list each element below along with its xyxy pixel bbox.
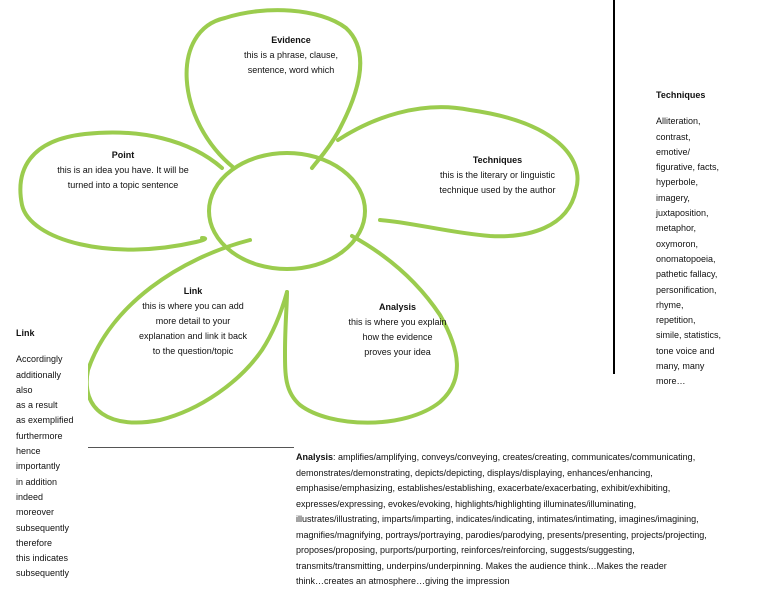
technique-item: juxtaposition, — [656, 208, 709, 219]
link-item: in addition — [16, 476, 58, 487]
petal-point-line: this is an idea you have. It will be — [57, 165, 189, 175]
link-item: hence — [16, 446, 41, 457]
petal-link-line: to the question/topic — [152, 346, 234, 356]
analysis-word-bank — [296, 450, 764, 590]
technique-item: oxymoron, — [656, 238, 699, 249]
petal-point-line: turned into a topic sentence — [67, 180, 179, 190]
analysis-line: think…creates an atmosphere…giving the impression — [296, 576, 510, 586]
petal-techniques-title: Techniques — [472, 155, 523, 165]
techniques-panel — [656, 88, 766, 390]
petal-link-title: Link — [183, 286, 203, 296]
link-item: subsequently — [16, 522, 70, 533]
technique-item: imagery, — [656, 192, 690, 203]
petal-evidence-line: sentence, word which — [247, 65, 335, 75]
technique-item: figurative, facts, — [656, 162, 720, 173]
link-item: therefore — [16, 537, 53, 548]
analysis-line-text: : amplifies/amplifying, conveys/conveying, creates/creating, communicates/communicating, — [333, 452, 696, 462]
technique-item: contrast, — [656, 131, 691, 142]
link-item: furthermore — [16, 430, 63, 441]
link-item: subsequently — [16, 568, 70, 579]
petal-techniques-line: this is the literary or linguistic — [439, 170, 556, 180]
petal-analysis-line: proves your idea — [364, 347, 431, 357]
petal-link-text — [118, 284, 268, 359]
link-item: as a result — [16, 400, 58, 411]
petal-point-text — [38, 148, 208, 193]
petal-evidence-text — [216, 33, 366, 78]
analysis-lead: Analysis — [296, 452, 334, 462]
analysis-line: expresses/expressing, evokes/evoking, highlights/highlighting illuminates/illuminating, — [296, 498, 637, 509]
technique-item: emotive/ — [656, 146, 691, 157]
link-item: this indicates — [16, 553, 69, 564]
link-item: also — [16, 384, 33, 395]
petal-techniques-line: technique used by the author — [439, 185, 556, 195]
technique-item: rhyme, — [656, 299, 684, 310]
petal-evidence-line: this is a phrase, clause, — [243, 50, 339, 60]
petal-techniques-text — [420, 153, 575, 198]
link-item: as exemplified — [16, 415, 74, 426]
analysis-line — [296, 450, 764, 466]
link-item: Accordingly — [16, 354, 63, 365]
link-item: moreover — [16, 507, 55, 518]
petal-analysis-line: this is where you explain — [348, 317, 447, 327]
petal-point-title: Point — [111, 150, 135, 160]
analysis-line: proposes/proposing, purports/purporting, reinforces/reinforcing, suggests/suggesting, — [296, 545, 635, 555]
divider-vertical — [613, 0, 615, 374]
analysis-line: transmits/transmitting, underpins/underpinning. Makes the audience think…Makes the reader — [296, 560, 667, 571]
analysis-line: illustrates/illustrating, imparts/imparting, indicates/indicating, intimates/intimating, imagines/imagining, — [296, 514, 699, 524]
petal-analysis-line: how the evidence — [362, 332, 433, 342]
petal-analysis-text — [330, 300, 465, 360]
link-heading: Link — [16, 328, 35, 338]
analysis-line: emphasise/emphasizing, establishes/establishing, exacerbate/exacerbating, exhibit/exhibiting, — [296, 483, 671, 493]
link-item: indeed — [16, 491, 44, 502]
divider-horizontal — [87, 447, 294, 448]
technique-item: simile, statistics, — [656, 330, 722, 341]
link-list — [0, 352, 88, 581]
technique-item: many, many — [656, 361, 705, 372]
techniques-heading: Techniques — [656, 90, 706, 100]
technique-item: pathetic fallacy, — [656, 269, 718, 280]
petal-link-line: explanation and link it back — [138, 331, 248, 341]
technique-item: hyperbole, — [656, 177, 699, 188]
technique-item: more… — [656, 376, 686, 387]
technique-item: Alliteration, — [656, 116, 701, 127]
petal-link-line: more detail to your — [155, 316, 231, 326]
petal-analysis-title: Analysis — [378, 302, 417, 312]
analysis-line: magnifies/magnifying, portrays/portraying, parodies/parodying, presents/presenting, projects/projecting, — [296, 529, 707, 540]
petal-evidence-title: Evidence — [271, 35, 311, 45]
technique-item: tone voice and — [656, 345, 715, 356]
analysis-line: demonstrates/demonstrating, depicts/depicting, displays/displaying, enhances/enhancing, — [296, 467, 653, 478]
technique-item: metaphor, — [656, 223, 697, 234]
technique-item: personification, — [656, 284, 717, 295]
link-item: additionally — [16, 369, 62, 380]
techniques-list — [656, 114, 766, 389]
petal-link-line: this is where you can add — [142, 301, 244, 311]
technique-item: onomatopoeia, — [656, 253, 716, 264]
link-item: importantly — [16, 461, 61, 472]
flower-center — [209, 153, 365, 269]
technique-item: repetition, — [656, 315, 696, 326]
link-panel — [0, 326, 88, 578]
